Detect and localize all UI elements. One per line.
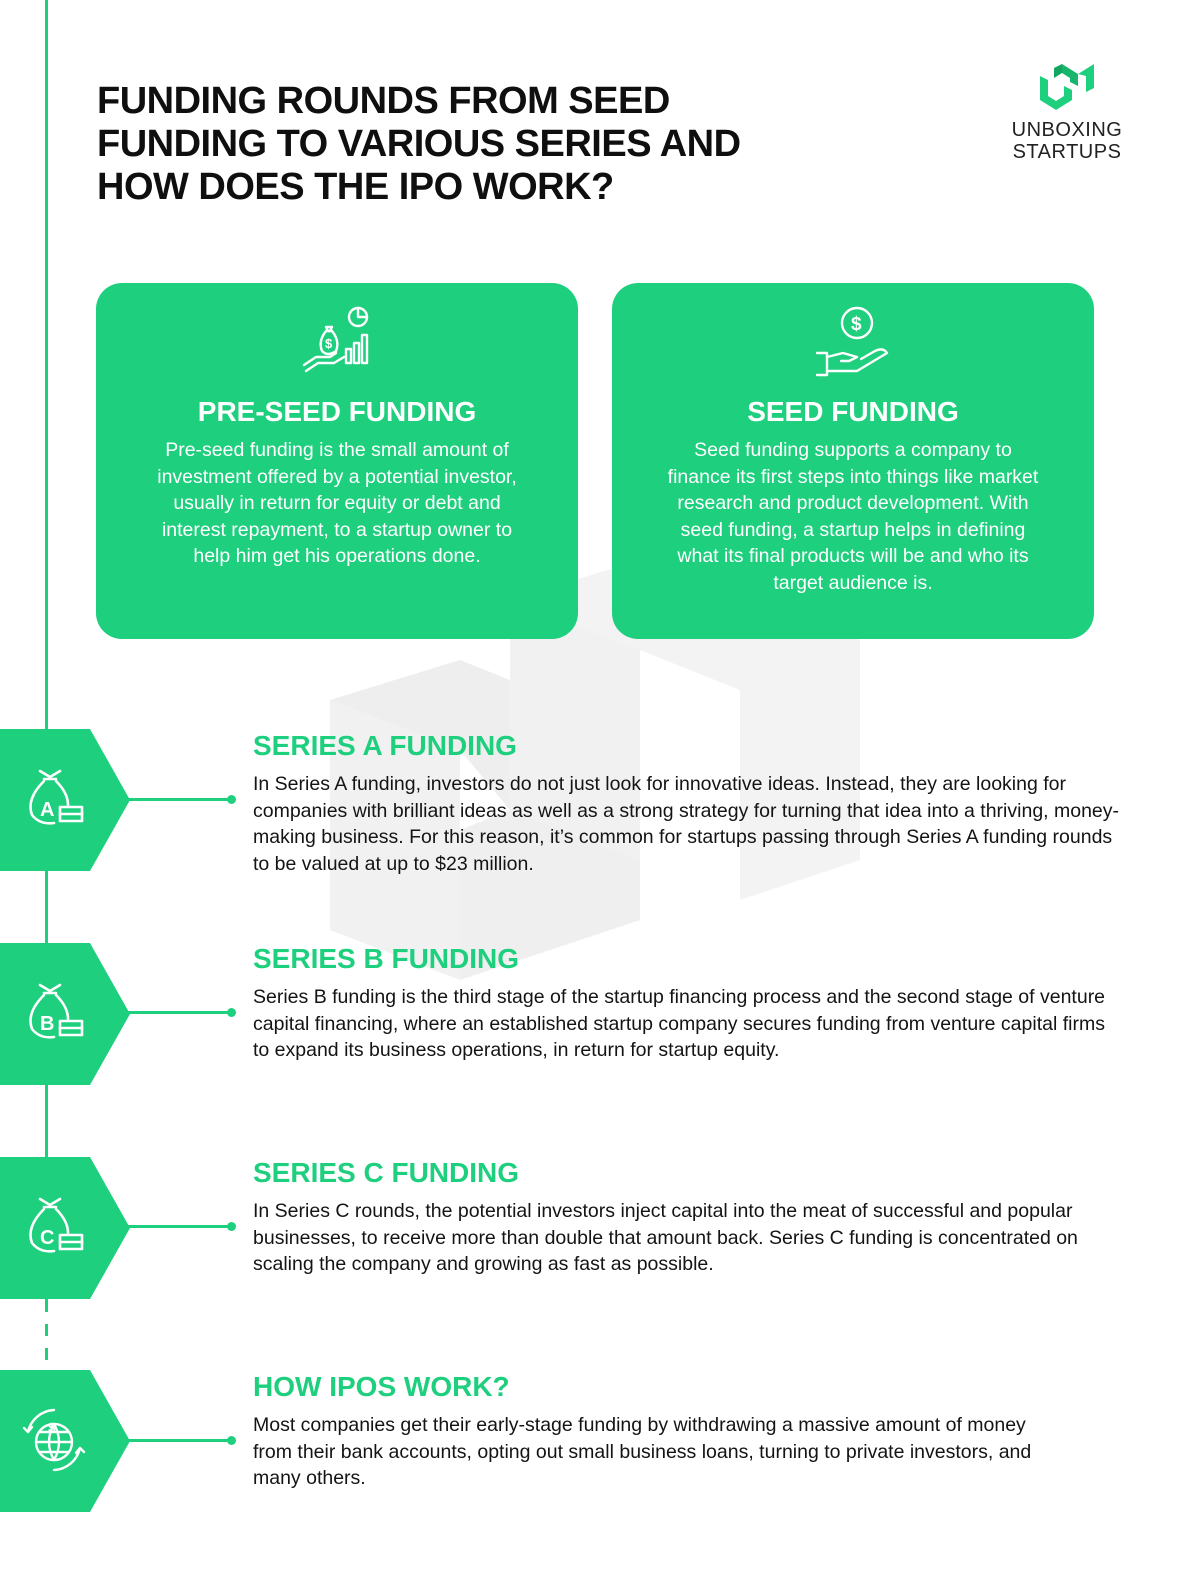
series-b-badge [0, 943, 130, 1085]
series-a-badge [0, 729, 130, 871]
money-bag-b-icon [20, 979, 92, 1041]
series-a-title: SERIES A FUNDING [253, 730, 517, 761]
svg-text:$: $ [325, 336, 333, 351]
brand-logo [1000, 60, 1134, 162]
series-a-text: In Series A funding, investors do not just look for innovative ideas. Instead, they are looking for companies with brilliant ideas as well as a strong strategy for turning that idea into a thriving, money-making business. For this reason, it’s common for startups passing through Series A funding rounds to be valued at up to $23 million. [253, 773, 1120, 875]
series-b-section [253, 942, 1123, 1064]
pre-seed-card [96, 283, 578, 639]
series-c-text: In Series C rounds, the potential investors inject capital into the meat of successful and popular businesses, to receive more than double that amount back. Series C funding is concentrated on scaling the company and growing as fast as possible. [253, 1200, 1078, 1276]
ipo-badge [0, 1370, 130, 1512]
badge-letter: C [40, 1227, 55, 1249]
page-title: FUNDING ROUNDS FROM SEED FUNDING TO VARIOUS SERIES AND HOW DOES THE IPO WORK? [97, 80, 741, 208]
seed-card [612, 283, 1094, 639]
money-bag-c-icon [20, 1193, 92, 1255]
globe-dollar-icon [18, 1404, 90, 1476]
series-c-section [253, 1156, 1123, 1278]
series-c-connector [128, 1225, 232, 1228]
ipo-title: HOW IPOS WORK? [253, 1371, 510, 1402]
svg-text:$: $ [48, 1420, 56, 1435]
logo-text-line-2: STARTUPS [1012, 141, 1122, 163]
ipo-text: Most companies get their early-stage funding by withdrawing a massive amount of money from their bank accounts, opting out small business loans, turning to private investors, and many others. [253, 1414, 1032, 1490]
money-bag-a-icon [20, 765, 92, 827]
timeline-line [45, 0, 48, 1300]
pre-seed-text: Pre-seed funding is the small amount of investment offered by a potential investor, usually in return for equity or debt and interest repayment, to a startup owner to help him get his operations done. [157, 439, 517, 568]
money-bag-growth-chart-icon [300, 305, 374, 377]
pre-seed-title: PRE-SEED FUNDING [197, 396, 477, 427]
series-b-connector [128, 1011, 232, 1014]
seed-text: Seed funding supports a company to finance its first steps into things like market research and product development. With seed funding, a startup helps in defining what its final products will be and who its target audience is. [667, 439, 1039, 594]
badge-letter: B [40, 1013, 55, 1035]
logo-text-line-1: UNBOXING [1011, 119, 1123, 141]
ipo-section [253, 1370, 1123, 1492]
svg-text:$: $ [851, 314, 862, 335]
series-c-badge [0, 1157, 130, 1299]
series-a-connector [128, 798, 232, 801]
timeline-dashed-line [45, 1300, 48, 1370]
series-a-section [253, 729, 1123, 877]
unboxing-startups-logo-icon [1036, 60, 1098, 114]
series-b-title: SERIES B FUNDING [253, 943, 520, 974]
hand-holding-dollar-icon [813, 305, 893, 379]
ipo-connector [128, 1439, 232, 1442]
badge-letter: A [40, 799, 55, 821]
series-c-title: SERIES C FUNDING [253, 1157, 520, 1188]
series-b-text: Series B funding is the third stage of the startup financing process and the second stage of venture capital financing, where an established startup company secures funding from venture capital firms to expand its business operations, in return for startup equity. [253, 986, 1106, 1062]
seed-title: SEED FUNDING [747, 396, 959, 427]
